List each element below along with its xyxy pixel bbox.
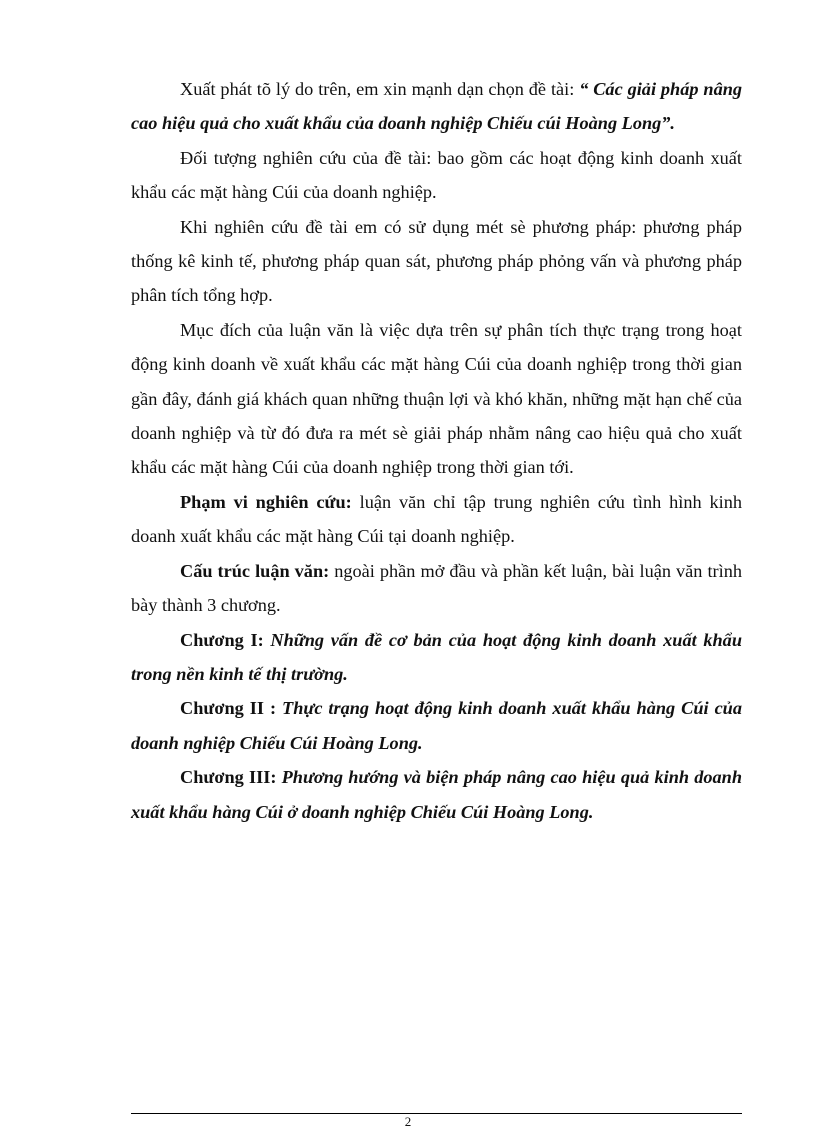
chapter-1-title: Những vấn đề cơ bản của hoạt động kinh doanh xuất khẩu trong nền kinh tế thị trường.	[131, 629, 742, 684]
page-number: 2	[404, 1114, 412, 1129]
structure-text: ngoài phần mở đầu và phần kết luận, bài luận văn trình bày thành 3 chương.	[131, 560, 742, 616]
chapter-1-label: Chương I:	[180, 629, 271, 650]
topic-title: “ Các giải pháp nâng cao hiệu quả cho xuất khẩu của doanh nghiệp Chiếu cúi Hoàng Long”.	[131, 79, 743, 134]
chapter-3-label: Chương III:	[180, 767, 282, 788]
scope-label: Phạm vi nghiên cứu:	[180, 491, 352, 512]
chapter-2-label: Chương II :	[180, 698, 283, 719]
document-body	[131, 72, 742, 829]
chapter-3-title: Phương hướng và biện pháp nâng cao hiệu quả kinh doanh xuất khẩu hàng Cúi ở doanh nghiệp Chiếu Cúi Hoàng Long.	[131, 767, 742, 822]
chapter-1	[131, 623, 742, 692]
paragraph-research-object: Đối tượng nghiên cứu của đề tài: bao gồm các hoạt động kinh doanh xuất khẩu các mặt hàng Cúi của doanh nghiệp.	[131, 147, 742, 203]
paragraph-purpose: Mục đích của luận văn là việc dựa trên sự phân tích thực trạng trong hoạt động kinh doanh về xuất khẩu các mặt hàng Cúi của doanh nghiệp trong thời gian gần đây, đánh giá khách quan những thuận lợi và khó khăn, những mặt hạn chế của doanh nghiệp và từ đó đưa ra mét sè giải pháp nhằm nâng cao hiệu quả cho xuất khẩu các mặt hàng Cúi của doanh nghiệp trong thời gian tới.	[131, 319, 742, 478]
scope-text: luận văn chỉ tập trung nghiên cứu tình hình kinh doanh xuất khẩu các mặt hàng Cúi tại doanh nghiệp.	[131, 491, 742, 547]
topic-intro-text: Xuất phát tõ lý do trên, em xin mạnh dạn chọn đề tài:	[180, 79, 580, 99]
chapter-2-title: Thực trạng hoạt động kinh doanh xuất khẩu hàng Cúi của doanh nghiệp Chiếu Cúi Hoàng Long.	[131, 698, 742, 753]
paragraph-scope	[131, 485, 742, 554]
structure-label: Cấu trúc luận văn:	[180, 560, 330, 581]
paragraph-methods: Khi nghiên cứu đề tài em có sử dụng mét sè phương pháp: phương pháp thống kê kinh tế, phương pháp quan sát, phương pháp phỏng vấn và phương pháp phân tích tổng hợp.	[131, 216, 742, 306]
paragraph-structure	[131, 554, 742, 623]
chapter-3	[131, 760, 742, 829]
chapter-2	[131, 691, 742, 760]
paragraph-topic	[131, 72, 742, 141]
